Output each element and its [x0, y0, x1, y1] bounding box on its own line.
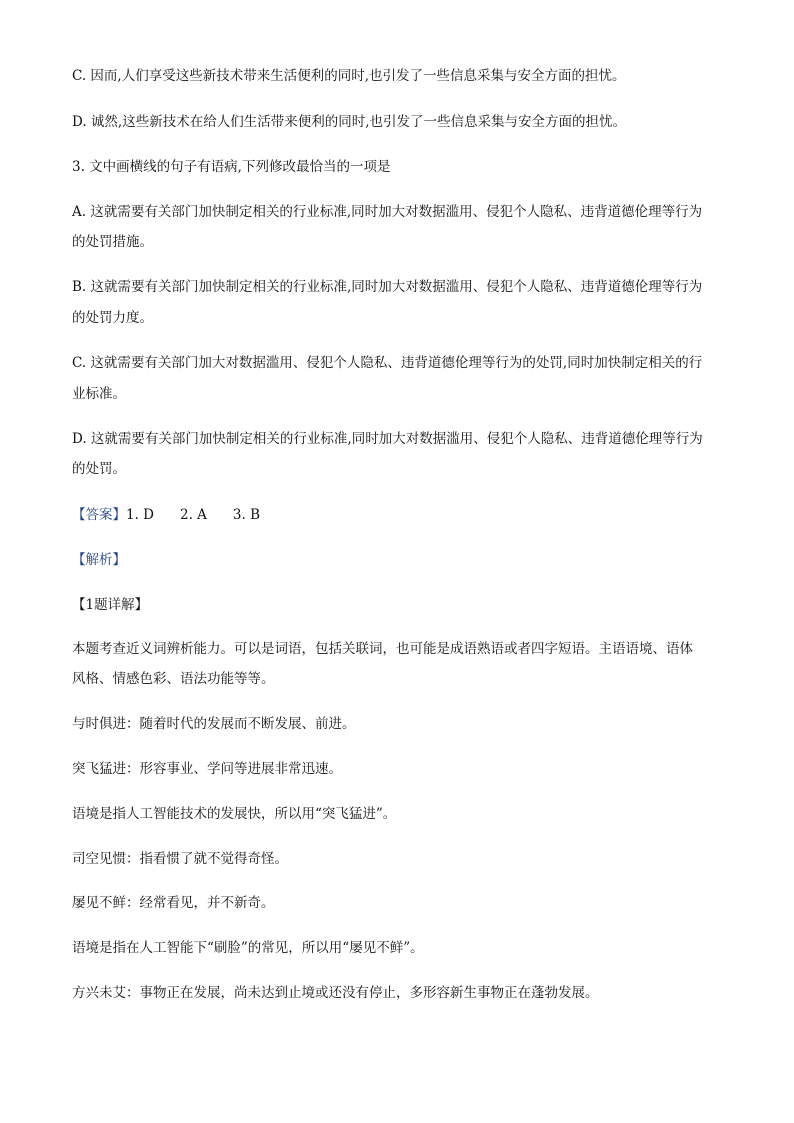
analysis-entry: 方兴未艾：事物正在发展，尚未达到止境或还没有停止，多形容新生事物正在蓬勃发展。: [72, 985, 599, 1001]
q3-option-b-line2: 的处罚力度。: [72, 310, 153, 326]
q3-option-b-line1: B. 这就需要有关部门加快制定相关的行业标准,同时加大对数据滥用、侵犯个人隐私、违背道德伦理等行为: [72, 279, 703, 295]
q3-option-a-line2: 的处罚措施。: [72, 234, 153, 250]
q3-option-c-line1: C. 这就需要有关部门加大对数据滥用、侵犯个人隐私、违背道德伦理等行为的处罚,同时加快制定相关的行: [72, 355, 703, 371]
answer-item: 3. B: [232, 507, 261, 523]
analysis-entry: 与时俱进：随着时代的发展而不断发展、前进。: [72, 716, 356, 732]
analysis-intro-line2: 风格、情感色彩、语法功能等等。: [72, 671, 275, 687]
q3-option-a-line1: A. 这就需要有关部门加快制定相关的行业标准,同时加大对数据滥用、侵犯个人隐私、违背道德伦理等行为: [72, 204, 703, 220]
q3-option-d-line2: 的处罚。: [72, 461, 126, 477]
analysis-entry: 突飞猛进：形容事业、学问等进展非常迅速。: [72, 761, 342, 777]
answer-label: 【答案】: [72, 507, 126, 523]
q3-option-d-line1: D. 这就需要有关部门加快制定相关的行业标准,同时加大对数据滥用、侵犯个人隐私、违背道德伦理等行为: [72, 431, 703, 447]
answer-row: [72, 506, 260, 524]
q3-option-c-line2: 业标准。: [72, 386, 126, 402]
question-3-stem: 3. 文中画横线的句子有语病,下列修改最恰当的一项是: [72, 159, 391, 175]
q1-detail-label: 【1题详解】: [72, 597, 149, 613]
answer-item: 2. A: [180, 507, 207, 523]
option-d-q2: D. 诚然,这些新技术在给人们生活带来便利的同时,也引发了一些信息采集与安全方面的担忧。: [72, 114, 627, 130]
analysis-entry: 语境是指人工智能技术的发展快，所以用“突飞猛进”。: [72, 806, 397, 822]
analysis-entry: 屡见不鲜：经常看见，并不新奇。: [72, 895, 275, 911]
analysis-entry: 语境是指在人工智能下“刷脸”的常见，所以用“屡见不鲜”。: [72, 940, 424, 956]
analysis-entry: 司空见惯：指看惯了就不觉得奇怪。: [72, 851, 288, 867]
analysis-intro-line1: 本题考查近义词辨析能力。可以是词语，包括关联词，也可能是成语熟语或者四字短语。主语语境、语体: [72, 641, 693, 657]
option-c-q2: C. 因而,人们享受这些新技术带来生活便利的同时,也引发了一些信息采集与安全方面的担忧。: [72, 68, 626, 84]
analysis-label: 【解析】: [72, 552, 126, 568]
answer-item: 1. D: [126, 507, 154, 523]
